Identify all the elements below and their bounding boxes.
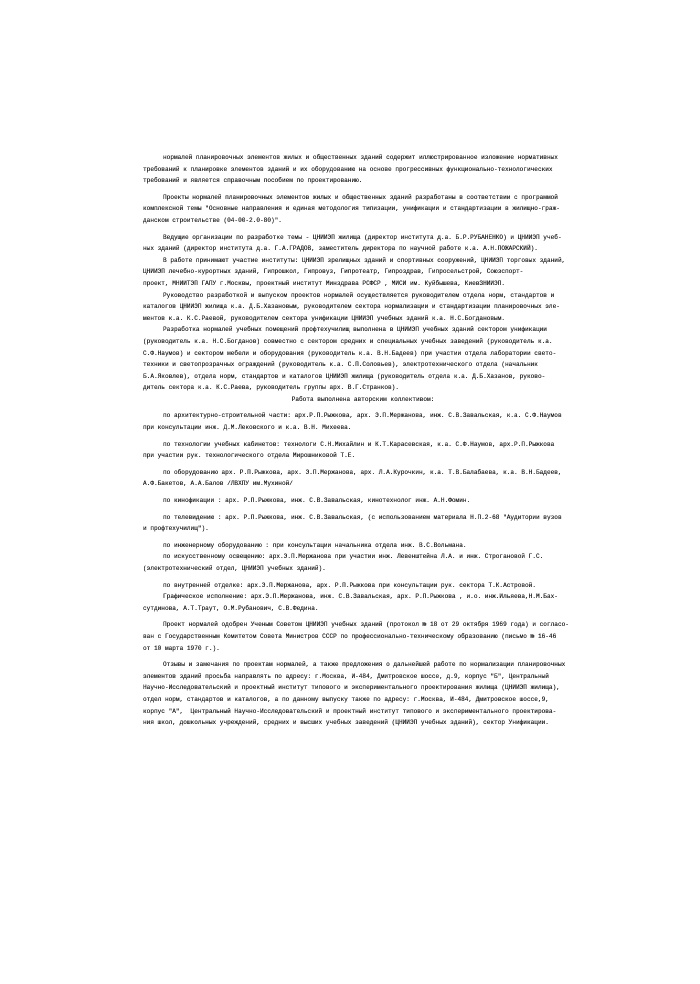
text-line: В работе принимают участие институты: ЦНИИЭП зрелищных зданий и спортивных сооружений, ЦНИИЭП торговых зданий,: [163, 256, 566, 264]
text-line: по искусственному освещению: арх.Э.П.Мержанова при участии инж. Левенштейна Л.А. и инж. Строгановой Г.С.: [163, 553, 544, 561]
text-line: ван с Государственным Комитетом Совета Министров СССР по профессионально-техническому образованию (письмо № 16-46: [143, 632, 557, 640]
text-line: сутдинова, А.Т.Траут, О.М.Рубанович, С.В.Федина.: [143, 604, 319, 612]
text-line: ЦНИИЭП лечебно-курортных зданий, Гипрошкол, Гипровуз, Гипротеатр, Гипроздрав, Гипросельстрой, Союзспорт-: [143, 268, 524, 276]
text-line: элементов зданий просьба направлять по адресу: г.Москва, И-484, Дмитровское шоссе, д.9, корпус "Б", Центральный: [143, 672, 549, 680]
text-line: данском строительстве (04-00-2.0-80)".: [143, 216, 282, 224]
text-line: (электротехнический отдел, ЦНИИЭП учебных зданий).: [143, 565, 326, 572]
text-line: техники и светопрозрачных ограждений (руководитель к.а. С.П.Соловьев), электротехнического отдела (начальник: [143, 361, 538, 369]
text-line: и профтехучилищ").: [143, 525, 209, 533]
text-line: Ведущие организации по разработке темы - ЦНИИЭП жилища (директор института д.а. Б.Р.РУБАНЕНКО) и ЦНИИЭП учеб-: [163, 233, 562, 241]
text-line: дитель сектора к.а. К.С.Раева, руководитель группы арх. В.Г.Странков).: [143, 384, 399, 392]
text-line: ментов к.а. К.С.Раевой, руководителем сектора унификации ЦНИИЭП учебных зданий к.а. Н.С.Богдановым.: [143, 314, 506, 322]
text-line: Графическое исполнение: арх.Э.П.Мержанова, инж. С.В.Завальская, арх. Р.П.Рыжкова , и.о. инж.Ильяева,Н.М.Бах-: [163, 593, 558, 601]
text-line: по оборудованию арх. Р.П.Рыжкова, арх. Э.П.Мержанова, арх. Л.А.Курочкин, к.а. Т.В.Балабаева, к.а. В.Н.Бадеев,: [163, 468, 562, 476]
text-line: по архитектурно-строительной части: арх.Р.П.Рыжкова, арх. Э.П.Мержанова, инж. С.В.Завальская, к.а. С.Ф.Наумов: [163, 412, 562, 420]
text-line: (руководитель к.а. Н.С.Богданов) совместно с сектором средних и специальных учебных заведений (руководитель к.а.: [143, 337, 553, 345]
text-line: Б.А.Яковлев), отдела норм, стандартов и каталогов ЦНИИЭП жилища (руководитель отдела к.а. Д.Б.Хазанов, руково-: [143, 372, 546, 380]
text-line: проект, МНИИТЭП ГАПУ г.Москвы, проектный институт Минздрава РСФСР , МИСИ им. Куйбышева, КиевЗНИИЭП.: [143, 279, 506, 287]
text-line: по технологии учебных кабинетов: технологи С.Н.Михайлин и К.Т.Карасевская, к.а. С.Ф.Наумов, арх.Р.П.Рыжкова: [163, 440, 555, 448]
text-line: по внутренней отделке: арх.Э.П.Мержанова, арх. Р.П.Рыжкова при консультации рук. сектора Т.К.Астровой.: [163, 581, 536, 589]
section-heading: Работа выполнена авторским коллективом:: [291, 395, 435, 403]
text-line: каталогов ЦНИИЭП жилища к.а. Д.Б.Хазановым, руководителем сектора нормализации и стандартизации планировочных эле-: [143, 303, 560, 311]
text-line: Руководство разработкой и выпуском проектов нормалей осуществляется руководителем отдела норм, стандартов и: [163, 291, 555, 299]
text-line: при участии рук. технологического отдела Мирошниковой Т.Е.: [143, 452, 356, 460]
text-line: корпус "А", Центральный Научно-Исследовательский и проектный институт типового и экспериментального проектирова-: [143, 707, 557, 715]
text-line: по телевидению : арх. Р.П.Рыжкова, инж. С.В.Завальская, (с использованием материала Н.П.2-68 "Аудитории вузов: [163, 513, 562, 521]
text-line: требований и является справочным пособием по проектированию.: [143, 177, 363, 185]
text-line: А.Ф.Бакетов, А.А.Балов /ЛВХПУ им.Мухиной/: [143, 480, 293, 488]
text-line: по инженерному оборудованию : при консультации начальника отдела инж. В.С.Вольмана.: [163, 541, 467, 549]
text-line: ния школ, дошкольных учреждений, средних и высших учебных заведений (ЦНИИЭП учебных зданий), сектор Унификации.: [143, 719, 549, 727]
text-line: по кинофикации : арх. Р.П.Рыжкова, инж. С.В.Завальская, кинотехнолог инж. А.Н.Фомин.: [163, 497, 471, 505]
text-line: от 10 марта 1970 г.).: [143, 644, 220, 652]
text-line: Проект нормалей одобрен Ученым Советом ЦНИИЭП учебных зданий (протокол № 18 от 29 октября 1969 года) и согласо-: [163, 621, 569, 629]
text-line: отдел норм, стандартов и каталогов, а по данному выпуску также по адресу: г.Москва, И-484, Дмитровское шоссе,9,: [143, 695, 549, 703]
text-line: С.Ф.Наумов) и сектором мебели и оборудования (руководитель к.а. В.Н.Бадеев) при участии отдела лаборатории свето-: [143, 349, 557, 357]
document-body-text: [143, 152, 583, 729]
text-line: Отзывы и замечания по проектам нормалей, а также предложения о дальнейшей работе по нормализации планировочных: [163, 661, 566, 669]
text-line: требований к планировке элементов зданий и их оборудованию на основе прогрессивных функционально-технологических: [143, 165, 553, 173]
text-line: Научно-Исследовательский и проектный институт типового и экспериментального проектирования жилища (ЦНИИЭП жилища),: [143, 684, 560, 692]
text-line: ных зданий (директор института д.а. Г.А.ГРАДОВ, заместитель директора по научной работе к.а. А.Н.ПОЖАРСКИЙ).: [143, 245, 538, 253]
text-line: Разработка нормалей учебных помещений профтехучилищ выполнена в ЦНИИЭП учебных зданий сектором унификации: [163, 326, 547, 334]
text-line: нормалей планировочных элементов жилых и общественных зданий содержит иллюстрированное изложение нормативных: [163, 154, 558, 161]
text-line: комплексной темы "Основные направления и единая методология типизации, унификации и стандартизации в жилищно-граж-: [143, 205, 560, 213]
text-line: Проекты нормалей планировочных элементов жилых и общественных зданий разработаны в соответствии с программой: [163, 193, 558, 201]
text-line: при консультации инж. Д.М.Лековского и к.а. В.Н. Михеева.: [143, 424, 352, 432]
